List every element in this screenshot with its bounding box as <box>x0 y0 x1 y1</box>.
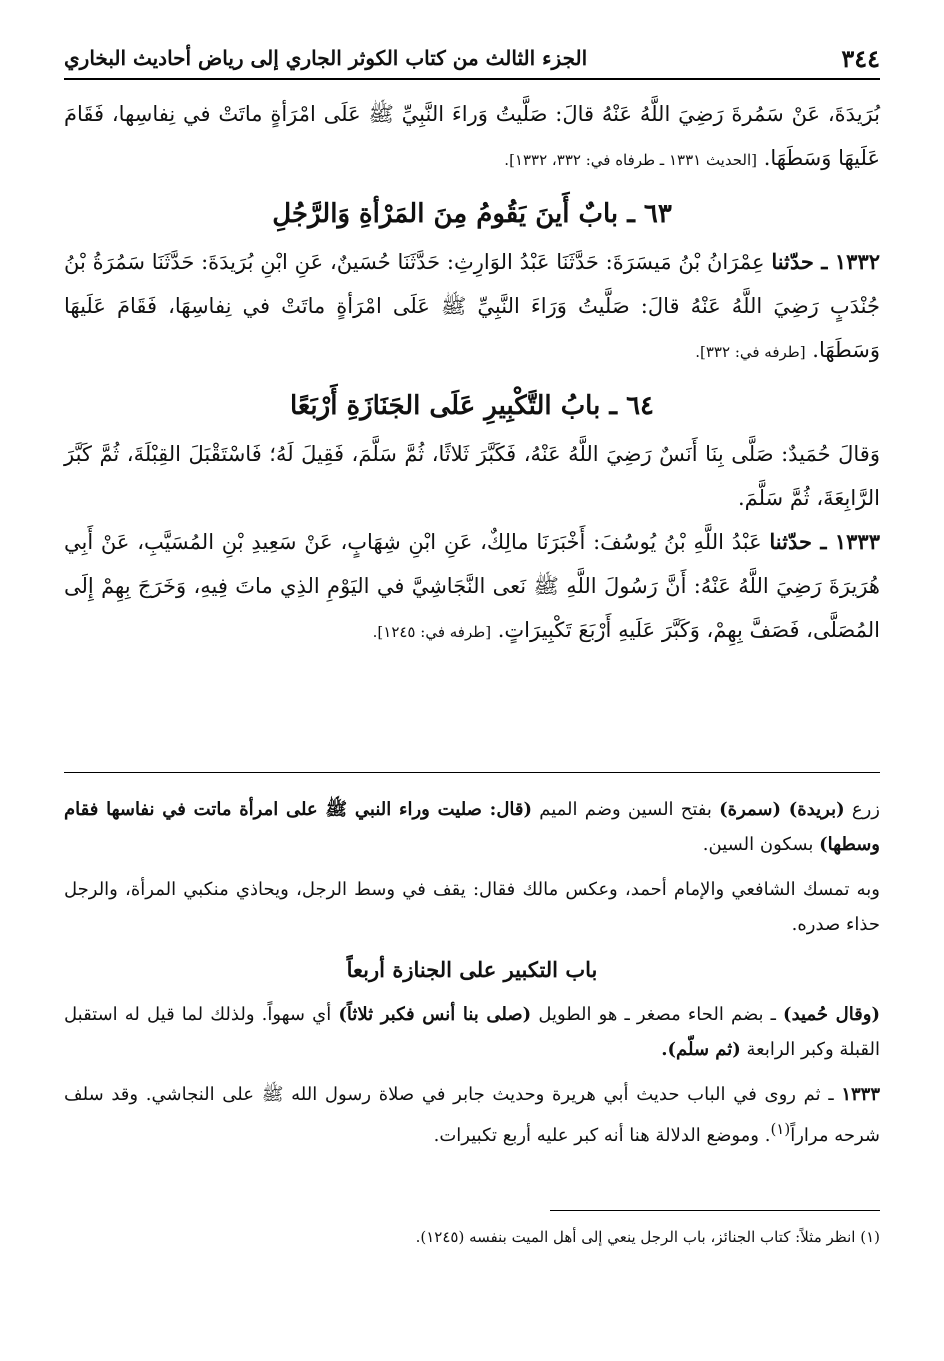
section-divider <box>64 772 880 773</box>
commentary-text: أي سهواً. ولذلك لما قيل له استقبل القبلة وكبر الرابعة <box>64 1004 880 1060</box>
footnote <box>64 1224 880 1250</box>
commentary-text: ـ ثم روى في الباب حديث أبي هريرة وحديث جابر في صلاة رسول الله ﷺ على النجاشي. وقد سلف شرحه مراراً <box>64 1084 880 1146</box>
footnote-text: انظر مثلاً: كتاب الجنائز، باب الرجل ينعي إلى أهل الميت بنفسه (١٢٤٥). <box>415 1228 856 1246</box>
book-title: الجزء الثالث من كتاب الكوثر الجاري إلى رياض أحاديث البخاري <box>64 46 588 70</box>
footnote-divider <box>550 1210 880 1211</box>
hadith-number: ١٣٣٣ ـ حدّثنا <box>769 529 880 554</box>
footnote-number: (١) <box>860 1228 880 1246</box>
cross-reference: [الحديث ١٣٣١ ـ طرفاه في: ٣٣٢، ١٣٣٢]. <box>504 151 758 169</box>
hadith-text: عَبْدُ اللَّهِ بْنُ يُوسُفَ: أَخْبَرَنَا مالِكٌ، عَنِ ابْنِ شِهَابٍ، عَنْ سَعِيدِ بْنِ المُسَيَّبِ، عَنْ أَبِي هُرَيرَةَ رَضِيَ اللَّهُ عَنْهُ: أَنَّ رَسُولَ اللَّهِ ﷺ نَعى النَّجَاشِيَّ في اليَوْمِ الذِي ماتَ فِيهِ، وَخَرَجَ بِهِمْ إِلَى المُصَلَّى، فَصَفَّ بِهِمْ، وَكَبَّرَ عَلَيهِ أَرْبَعَ تَكْبِيرَاتٍ. <box>64 530 880 642</box>
cross-reference: [طرفه في: ٣٣٢]. <box>695 343 806 361</box>
quoted-term: (بريدة) (سمرة) <box>719 799 845 820</box>
commentary-text: . وموضع الدلالة هنا أنه كبر عليه أربع تكبيرات. <box>433 1125 771 1146</box>
hadith-section <box>64 92 880 654</box>
hadith-text: عِمْرَانُ بْنُ مَيسَرَةَ: حَدَّثَنَا عَبْدُ الوَارِثِ: حَدَّثَنَا حُسَينٌ، عَنِ ابْنِ بُرَيدَةَ: حَدَّثَنَا سَمُرَةُ بْنُ جُنْدَبٍ رَضِيَ اللَّهُ عَنْهُ قالَ: صَلَّيتُ وَرَاءَ النَّبِيِّ ﷺ عَلَى امْرَأةٍ ماتَتْ في نِفاسِهَا، فَقَامَ عَلَيهَا وَسَطَهَا. <box>64 250 880 362</box>
hadith-1333 <box>64 520 880 654</box>
chapter-heading-63: ٦٣ ـ بابٌ أَينَ يَقُومُ مِنَ المَرْأةِ وَالرَّجُلِ <box>272 199 672 229</box>
quoted-term: (ثم سلّم). <box>661 1039 741 1060</box>
quoted-term: (قال: صليت وراء النبي ﷺ على امرأة ماتت في نفاسها فقام وسطها) <box>64 799 880 855</box>
running-header <box>64 38 880 80</box>
commentary-text: بفتح السين وضم الميم <box>539 799 712 820</box>
chapter-heading-64: ٦٤ ـ بابُ التَّكْبِيرِ عَلَى الجَنَازَةِ أَرْبَعًا <box>289 391 655 421</box>
commentary-paragraph <box>64 1077 880 1153</box>
cross-reference: [طرفه في: ١٢٤٥]. <box>372 623 492 641</box>
quoted-term: (صلى بنا أنس فكبر ثلاثاً) <box>338 1004 532 1025</box>
commentary-heading: باب التكبير على الجنازة أربعاً <box>346 957 598 982</box>
hadith-number: ١٣٣٢ ـ حدّثنا <box>771 249 881 274</box>
commentary-paragraph: وبه تمسك الشافعي والإمام أحمد، وعكس مالك فقال: يقف في وسط الرجل، ويحاذي منكبي المرأة، والرجل حذاء صدره. <box>64 879 880 935</box>
hadith-text: بُرَيدَةَ، عَنْ سَمُرةَ رَضِيَ اللَّهُ عَنْهُ قالَ: صَلَّيتُ وَراءَ النَّبِيِّ ﷺ عَلَى امْرَأةٍ ماتَتْ في نِفاسِها، فَقَامَ عَلَيهَا وَسَطَهَا. <box>64 102 880 170</box>
commentary-text: زرع <box>851 799 880 820</box>
page-number: ٣٤٤ <box>841 43 880 73</box>
footnote-marker[interactable]: (١) <box>770 1120 791 1138</box>
humaid-narration <box>64 432 880 520</box>
quoted-term: (وقال حُميد) <box>783 1004 880 1025</box>
hadith-number: ١٣٣٣ <box>841 1084 880 1105</box>
commentary-text: ـ بضم الحاء مصغر ـ هو الطويل <box>538 1004 776 1025</box>
hadith-1332 <box>64 240 880 374</box>
hadith-text: وَقالَ حُمَيدٌ: صَلَّى بِنَا أَنَسٌ رَضِيَ اللَّهُ عَنْهُ، فَكَبَّرَ ثَلاثًا، ثُمَّ سَلَّمَ، فَقِيلَ لَهُ؛ فَاسْتَقْبَلَ القِبْلَةَ، ثُمَّ كَبَّرَ الرَّابِعَةَ، ثُمَّ سَلَّمَ. <box>64 442 880 510</box>
commentary-text: بسكون السين. <box>702 834 814 855</box>
commentary-section <box>64 792 880 1163</box>
commentary-paragraph <box>64 997 880 1067</box>
commentary-paragraph <box>64 792 880 862</box>
hadith-1331-continuation <box>64 92 880 182</box>
